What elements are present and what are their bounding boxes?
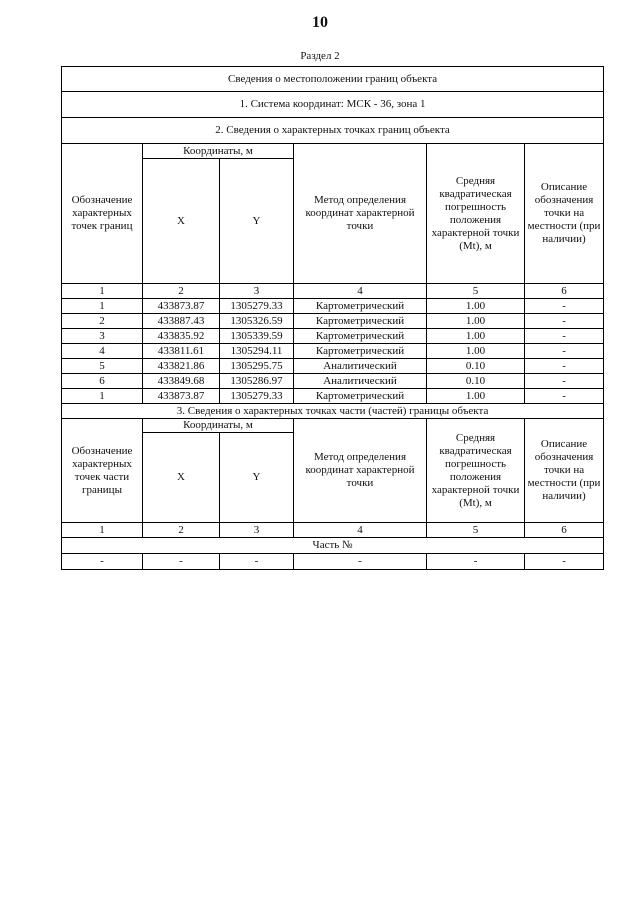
column-number: 6 — [525, 523, 604, 538]
header2-y: Y — [220, 433, 294, 523]
error: 0.10 — [427, 374, 525, 389]
part-cell: - — [143, 554, 220, 570]
coord-x: 433873.87 — [143, 299, 220, 314]
header-error: Средняя квадратическая погрешность положения характерной точки (Mt), м — [427, 144, 525, 284]
section-label: Раздел 2 — [300, 50, 340, 62]
header-point-designation: Обозначение характерных точек границ — [62, 144, 143, 284]
column-number: 5 — [427, 523, 525, 538]
coord-y: 1305286.97 — [220, 374, 294, 389]
description: - — [525, 299, 604, 314]
error: 1.00 — [427, 389, 525, 404]
point-number: 5 — [62, 359, 143, 374]
header2-error: Средняя квадратическая погрешность положения характерной точки (Mt), м — [427, 419, 525, 523]
coord-x: 433811.61 — [143, 344, 220, 359]
table-row — [62, 554, 604, 570]
part-cell: - — [220, 554, 294, 570]
part-points-title: 3. Сведения о характерных точках части (частей) границы объекта — [62, 404, 604, 419]
method: Картометрический — [294, 299, 427, 314]
table-row — [62, 314, 604, 329]
coordinate-system: 1. Система координат: МСК - 36, зона 1 — [62, 92, 604, 118]
point-number: 3 — [62, 329, 143, 344]
coord-x: 433873.87 — [143, 389, 220, 404]
header2-description: Описание обозначения точки на местности (при наличии) — [525, 419, 604, 523]
coord-y: 1305339.59 — [220, 329, 294, 344]
coord-y: 1305294.11 — [220, 344, 294, 359]
error: 1.00 — [427, 329, 525, 344]
description: - — [525, 374, 604, 389]
method: Картометрический — [294, 344, 427, 359]
point-number: 2 — [62, 314, 143, 329]
header2-point-designation — [62, 419, 143, 523]
column-number: 4 — [294, 523, 427, 538]
point-number: 1 — [62, 389, 143, 404]
coord-x: 433821.86 — [143, 359, 220, 374]
error: 1.00 — [427, 344, 525, 359]
boundary-table — [61, 66, 604, 570]
part-label: Часть № — [62, 538, 604, 554]
table-row — [62, 359, 604, 374]
column-numbers-row — [62, 284, 604, 299]
header-description: Описание обозначения точки на местности (при наличии) — [525, 144, 604, 284]
column-number: 1 — [62, 523, 143, 538]
column-number: 2 — [143, 523, 220, 538]
method: Аналитический — [294, 359, 427, 374]
column-number: 3 — [220, 284, 294, 299]
method: Картометрический — [294, 314, 427, 329]
page-number: 10 — [312, 14, 328, 31]
table-title: Сведения о местоположении границ объекта — [62, 67, 604, 92]
column-number: 4 — [294, 284, 427, 299]
table-row — [62, 389, 604, 404]
column-number: 1 — [62, 284, 143, 299]
description: - — [525, 359, 604, 374]
coord-x: 433835.92 — [143, 329, 220, 344]
table-row — [62, 374, 604, 389]
column-number: 2 — [143, 284, 220, 299]
description: - — [525, 314, 604, 329]
column-number: 5 — [427, 284, 525, 299]
point-number: 1 — [62, 299, 143, 314]
error: 1.00 — [427, 299, 525, 314]
table-row — [62, 344, 604, 359]
coord-x: 433849.68 — [143, 374, 220, 389]
header2-method: Метод определения координат характерной точки — [294, 419, 427, 523]
characteristic-points-title: 2. Сведения о характерных точках границ объекта — [62, 118, 604, 144]
header2-coordinates: Координаты, м — [143, 419, 294, 433]
column-numbers-row-2 — [62, 523, 604, 538]
part-cell: - — [427, 554, 525, 570]
table-row — [62, 299, 604, 314]
coord-y: 1305279.33 — [220, 389, 294, 404]
column-number: 6 — [525, 284, 604, 299]
part-cell: - — [294, 554, 427, 570]
point-number: 4 — [62, 344, 143, 359]
method: Аналитический — [294, 374, 427, 389]
header-coordinates: Координаты, м — [143, 144, 294, 159]
description: - — [525, 389, 604, 404]
error: 0.10 — [427, 359, 525, 374]
table-row — [62, 329, 604, 344]
header-x: X — [143, 159, 220, 284]
part-cell: - — [525, 554, 604, 570]
coord-x: 433887.43 — [143, 314, 220, 329]
coord-y: 1305326.59 — [220, 314, 294, 329]
header2-point-designation-text: Обозначение характерных точек части границы — [71, 444, 133, 496]
part-cell: - — [62, 554, 143, 570]
header2-x: X — [143, 433, 220, 523]
error: 1.00 — [427, 314, 525, 329]
description: - — [525, 344, 604, 359]
column-number: 3 — [220, 523, 294, 538]
method: Картометрический — [294, 389, 427, 404]
coord-y: 1305279.33 — [220, 299, 294, 314]
header-y: Y — [220, 159, 294, 284]
method: Картометрический — [294, 329, 427, 344]
header-method: Метод определения координат характерной точки — [294, 144, 427, 284]
point-number: 6 — [62, 374, 143, 389]
coord-y: 1305295.75 — [220, 359, 294, 374]
description: - — [525, 329, 604, 344]
